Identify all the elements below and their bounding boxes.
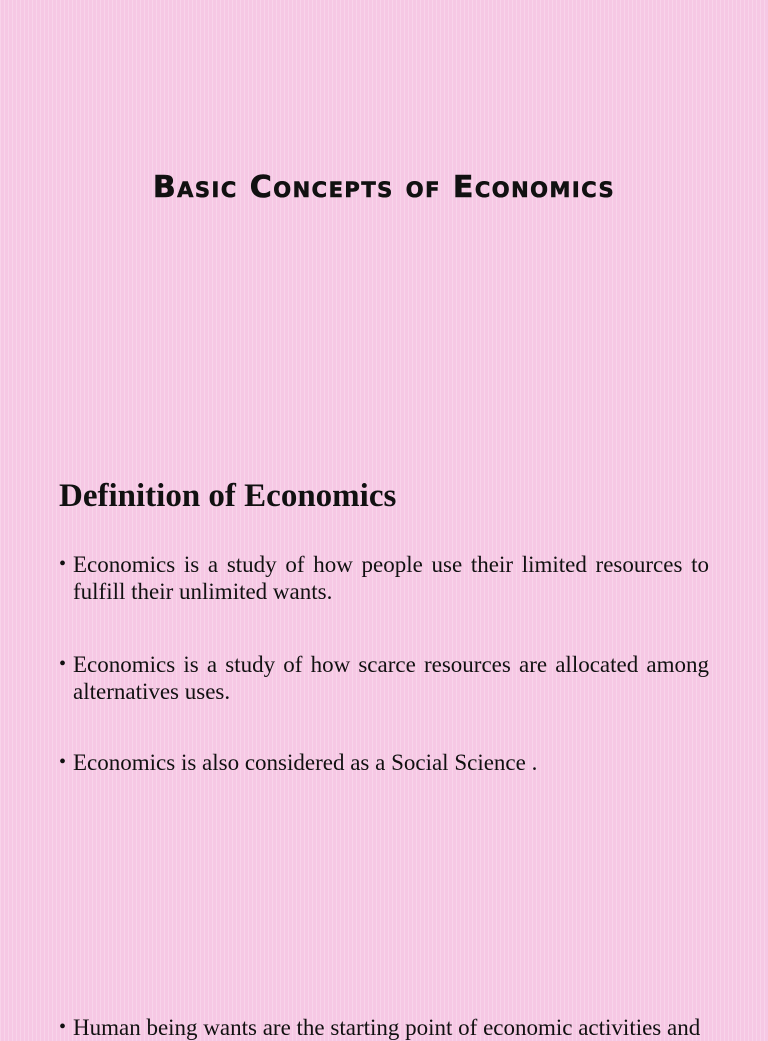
bullet-item bbox=[59, 1014, 709, 1041]
bullet-icon: • bbox=[59, 653, 67, 675]
bullet-icon: • bbox=[59, 1016, 67, 1038]
bullet-icon: • bbox=[59, 751, 67, 773]
slide-title: Basic Concepts of Economics bbox=[152, 170, 616, 205]
bullet-item bbox=[59, 551, 709, 605]
section-heading: Definition of Economics bbox=[59, 478, 397, 514]
bullet-item bbox=[59, 749, 709, 776]
bullet-text: Human being wants are the starting point of economic activities and bbox=[73, 1015, 701, 1040]
bullet-text: Economics is a study of how people use their limited resources to fulfill their unlimited wants. bbox=[73, 552, 709, 604]
bullet-item bbox=[59, 651, 709, 705]
bullet-text: Economics is also considered as a Social Science . bbox=[73, 750, 538, 775]
bullet-icon: • bbox=[59, 553, 67, 575]
bullet-text: Economics is a study of how scarce resources are allocated among alternatives uses. bbox=[73, 652, 709, 704]
